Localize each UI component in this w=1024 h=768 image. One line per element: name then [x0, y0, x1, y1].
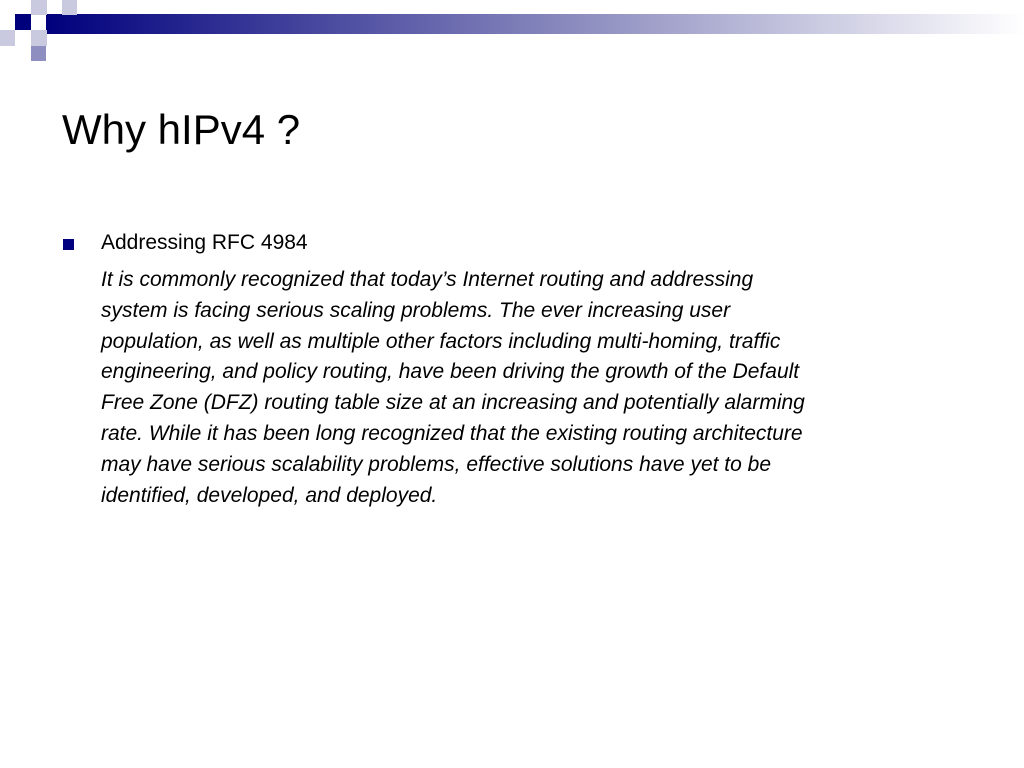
decoration-square-medium: [31, 46, 46, 61]
bullet-square-icon: [63, 239, 74, 250]
body-line: population, as well as multiple other factors including multi-homing, traffic: [101, 329, 781, 353]
bullet-body-text: [101, 265, 981, 511]
decoration-square-dark: [15, 14, 31, 30]
body-line: system is facing serious scaling problems. The ever increasing user: [101, 298, 731, 322]
bullet-heading: Addressing RFC 4984: [101, 231, 308, 254]
corner-decoration: [0, 0, 1024, 64]
body-line: It is commonly recognized that today’s Internet routing and addressing: [101, 268, 754, 291]
decoration-square-light-left: [0, 30, 15, 46]
body-line: rate. While it has been long recognized that the existing routing architecture: [101, 421, 803, 445]
body-line: identified, developed, and deployed.: [101, 483, 438, 507]
decoration-square-light-mid: [31, 30, 47, 46]
slide-title: Why hIPv4 ?: [62, 106, 301, 153]
decoration-square-light-top: [31, 0, 47, 15]
body-line: engineering, and policy routing, have been driving the growth of the Default: [101, 360, 800, 384]
decoration-gradient-band: [46, 14, 1024, 34]
body-line: Free Zone (DFZ) routing table size at an increasing and potentially alarming: [101, 391, 805, 415]
body-line: may have serious scalability problems, effective solutions have yet to be: [101, 452, 772, 476]
decoration-square-top-right: [62, 0, 77, 15]
